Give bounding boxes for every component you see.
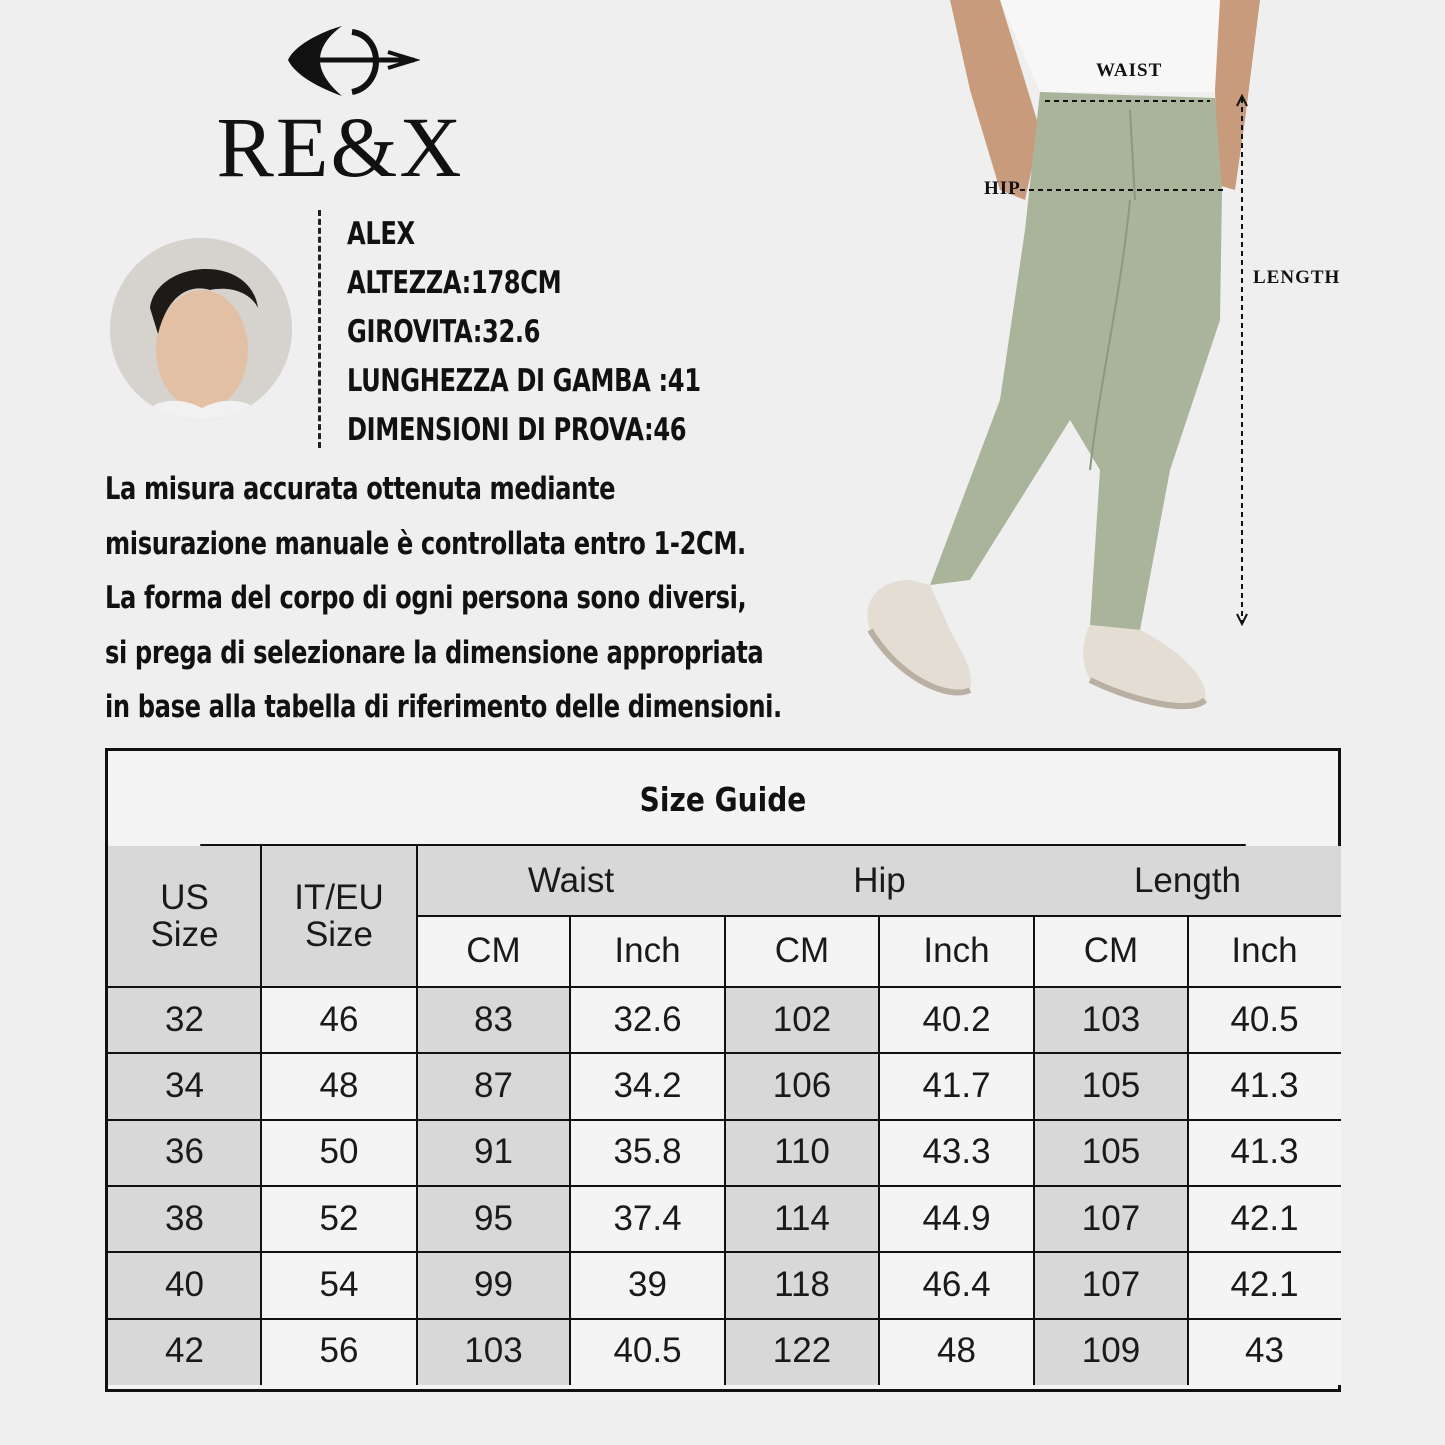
pants-figure — [850, 0, 1370, 720]
table-cell: 105 — [1034, 1120, 1188, 1186]
grid-line — [108, 1119, 1341, 1121]
table-cell: 46 — [261, 987, 417, 1053]
table-cell: 118 — [725, 1252, 879, 1318]
brand-name: RE&X — [216, 99, 464, 195]
table-cell: 56 — [261, 1319, 417, 1385]
length-label: LENGTH — [1253, 267, 1341, 288]
table-cell: 50 — [261, 1120, 417, 1186]
header-unit: Inch — [570, 916, 725, 987]
model-size: DIMENSIONI DI PROVA:46 — [347, 412, 687, 448]
grid-line — [416, 846, 418, 1385]
table-cell: 41.3 — [1188, 1120, 1341, 1186]
model-name: ALEX — [347, 216, 415, 252]
table-cell: 106 — [725, 1053, 879, 1119]
grid-line — [108, 1052, 1341, 1054]
size-guide-table — [105, 748, 1341, 1392]
grid-line — [260, 846, 262, 1385]
table-cell: 48 — [879, 1319, 1034, 1385]
note-line: La misura accurata ottenuta mediante — [105, 471, 616, 507]
header-group-length: Length — [1034, 846, 1341, 916]
brand-logo-icon — [280, 22, 420, 100]
size-guide-title: Size Guide — [200, 751, 1246, 846]
table-cell: 99 — [417, 1252, 570, 1318]
hip-label: HIP — [984, 178, 1021, 199]
table-cell: 107 — [1034, 1252, 1188, 1318]
table-cell: 105 — [1034, 1053, 1188, 1119]
header-unit: CM — [725, 916, 879, 987]
table-cell: 48 — [261, 1053, 417, 1119]
table-cell: 43 — [1188, 1319, 1341, 1385]
header-group-waist: Waist — [417, 846, 725, 916]
note-line: in base alla tabella di riferimento delle dimensioni. — [105, 689, 782, 725]
grid-line — [108, 1318, 1341, 1320]
table-cell: 103 — [417, 1319, 570, 1385]
table-cell: 95 — [417, 1186, 570, 1252]
waist-label: WAIST — [1096, 60, 1163, 81]
note-line: si prega di selezionare la dimensione appropriata — [105, 634, 764, 671]
table-cell: 34 — [108, 1053, 261, 1119]
table-cell: 114 — [725, 1186, 879, 1252]
table-cell: 38 — [108, 1186, 261, 1252]
table-cell: 40.2 — [879, 987, 1034, 1053]
pants-illustration — [850, 0, 1370, 720]
table-cell: 83 — [417, 987, 570, 1053]
grid-line — [108, 1185, 1341, 1187]
header-unit: CM — [1034, 916, 1188, 987]
table-cell: 44.9 — [879, 1186, 1034, 1252]
header-us-size: US Size — [108, 846, 261, 987]
header-unit: CM — [417, 916, 570, 987]
table-cell: 32.6 — [570, 987, 725, 1053]
table-cell: 54 — [261, 1252, 417, 1318]
model-info — [347, 210, 701, 455]
header-unit: Inch — [879, 916, 1034, 987]
model-avatar — [110, 238, 292, 420]
model-divider — [318, 210, 321, 448]
table-cell: 122 — [725, 1319, 879, 1385]
header-unit: Inch — [1188, 916, 1341, 987]
table-cell: 40.5 — [570, 1319, 725, 1385]
table-cell: 40 — [108, 1252, 261, 1318]
header-iteu-size: IT/EU Size — [261, 846, 417, 987]
table-cell: 87 — [417, 1053, 570, 1119]
table-cell: 91 — [417, 1120, 570, 1186]
table-cell: 103 — [1034, 987, 1188, 1053]
table-cell: 37.4 — [570, 1186, 725, 1252]
table-cell: 42.1 — [1188, 1252, 1341, 1318]
header-group-hip: Hip — [725, 846, 1034, 916]
table-cell: 110 — [725, 1120, 879, 1186]
table-cell: 43.3 — [879, 1120, 1034, 1186]
table-cell: 42.1 — [1188, 1186, 1341, 1252]
grid-line — [108, 986, 1341, 988]
table-cell: 40.5 — [1188, 987, 1341, 1053]
table-cell: 107 — [1034, 1186, 1188, 1252]
table-cell: 102 — [725, 987, 879, 1053]
table-cell: 42 — [108, 1319, 261, 1385]
table-cell: 46.4 — [879, 1252, 1034, 1318]
note-line: misurazione manuale è controllata entro 1-2CM. — [105, 525, 746, 562]
table-cell: 35.8 — [570, 1120, 725, 1186]
model-waist: GIROVITA:32.6 — [347, 314, 541, 350]
grid-line — [417, 915, 1341, 917]
model-inseam: LUNGHEZZA DI GAMBA :41 — [347, 363, 701, 399]
table-cell: 34.2 — [570, 1053, 725, 1119]
table-cell: 41.3 — [1188, 1053, 1341, 1119]
table-cell: 41.7 — [879, 1053, 1034, 1119]
table-cell: 109 — [1034, 1319, 1188, 1385]
table-cell: 32 — [108, 987, 261, 1053]
table-cell: 36 — [108, 1120, 261, 1186]
table-cell: 52 — [261, 1186, 417, 1252]
note-line: La forma del corpo di ogni persona sono diversi, — [105, 580, 747, 616]
measurement-note — [105, 462, 782, 735]
table-cell: 39 — [570, 1252, 725, 1318]
grid-line — [108, 1251, 1341, 1253]
model-height: ALTEZZA:178CM — [347, 265, 562, 301]
